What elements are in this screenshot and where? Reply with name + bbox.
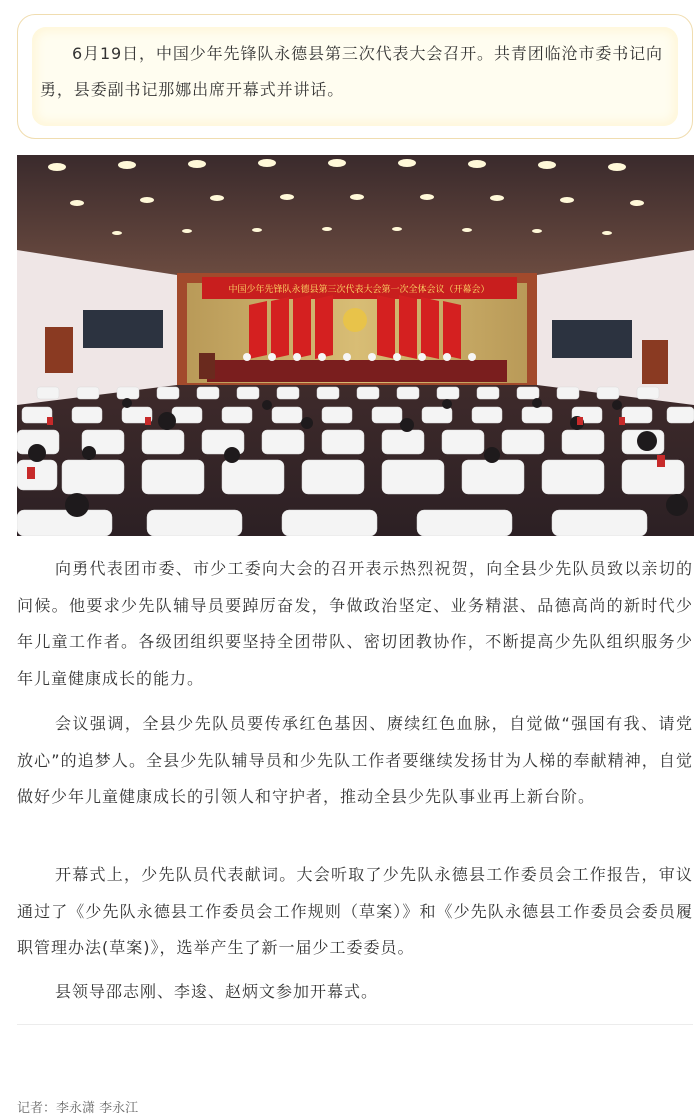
ceiling [17,155,694,275]
right-screen [552,320,632,358]
left-door [45,327,73,373]
left-screen [83,310,163,348]
article-paragraph-1: 向勇代表团市委、市少工委向大会的召开表示热烈祝贺，向全县少先队员致以亲切的问候。他要求少先队辅导员要踔厉奋发，争做政治坚定、业务精湛、品德高尚的新时代少年儿童工作者。各级团组织要坚持全团带队、密切团教协作，不断提高少先队组织服务少年儿童健康成长的能力。 [17,559,693,688]
stage-banner-text: 中国少年先锋队永德县第三次代表大会第一次全体会议（开幕会） [228,285,490,295]
meeting-hall-illustration [17,155,694,536]
divider [17,1024,693,1025]
intro-text: 6月19日，中国少年先锋队永德县第三次代表大会召开。共青团临沧市委书记向勇，县委副书记那娜出席开幕式并讲话。 [40,44,663,99]
article-paragraph-2: 会议强调，全县少先队员要传承红色基因、赓续红色血脉，自觉做“强国有我、请党放心”的追梦人。全县少先队辅导员和少先队工作者要继续发扬甘为人梯的奉献精神，自觉做好少年儿童健康成长的引领人和守护者，推动全县少先队事业再上新台阶。 [17,714,693,806]
article-paragraph-4: 县领导邵志刚、李逡、赵炳文参加开幕式。 [55,982,379,1001]
meeting-photo [17,155,694,536]
presidium-table [207,360,507,382]
reporter-credit: 记者：李永潇 李永江 [17,1101,139,1116]
right-door [642,340,668,384]
article-paragraph-3: 开幕式上，少先队员代表献词。大会听取了少先队永德县工作委员会工作报告，审议通过了《少先队永德县工作委员会工作规则（草案）》和《少先队永德县工作委员会委员履职管理办法(草案)》，选举产生了新一届少工委委员。 [17,865,693,957]
emblem [343,308,367,332]
lectern [199,353,215,379]
